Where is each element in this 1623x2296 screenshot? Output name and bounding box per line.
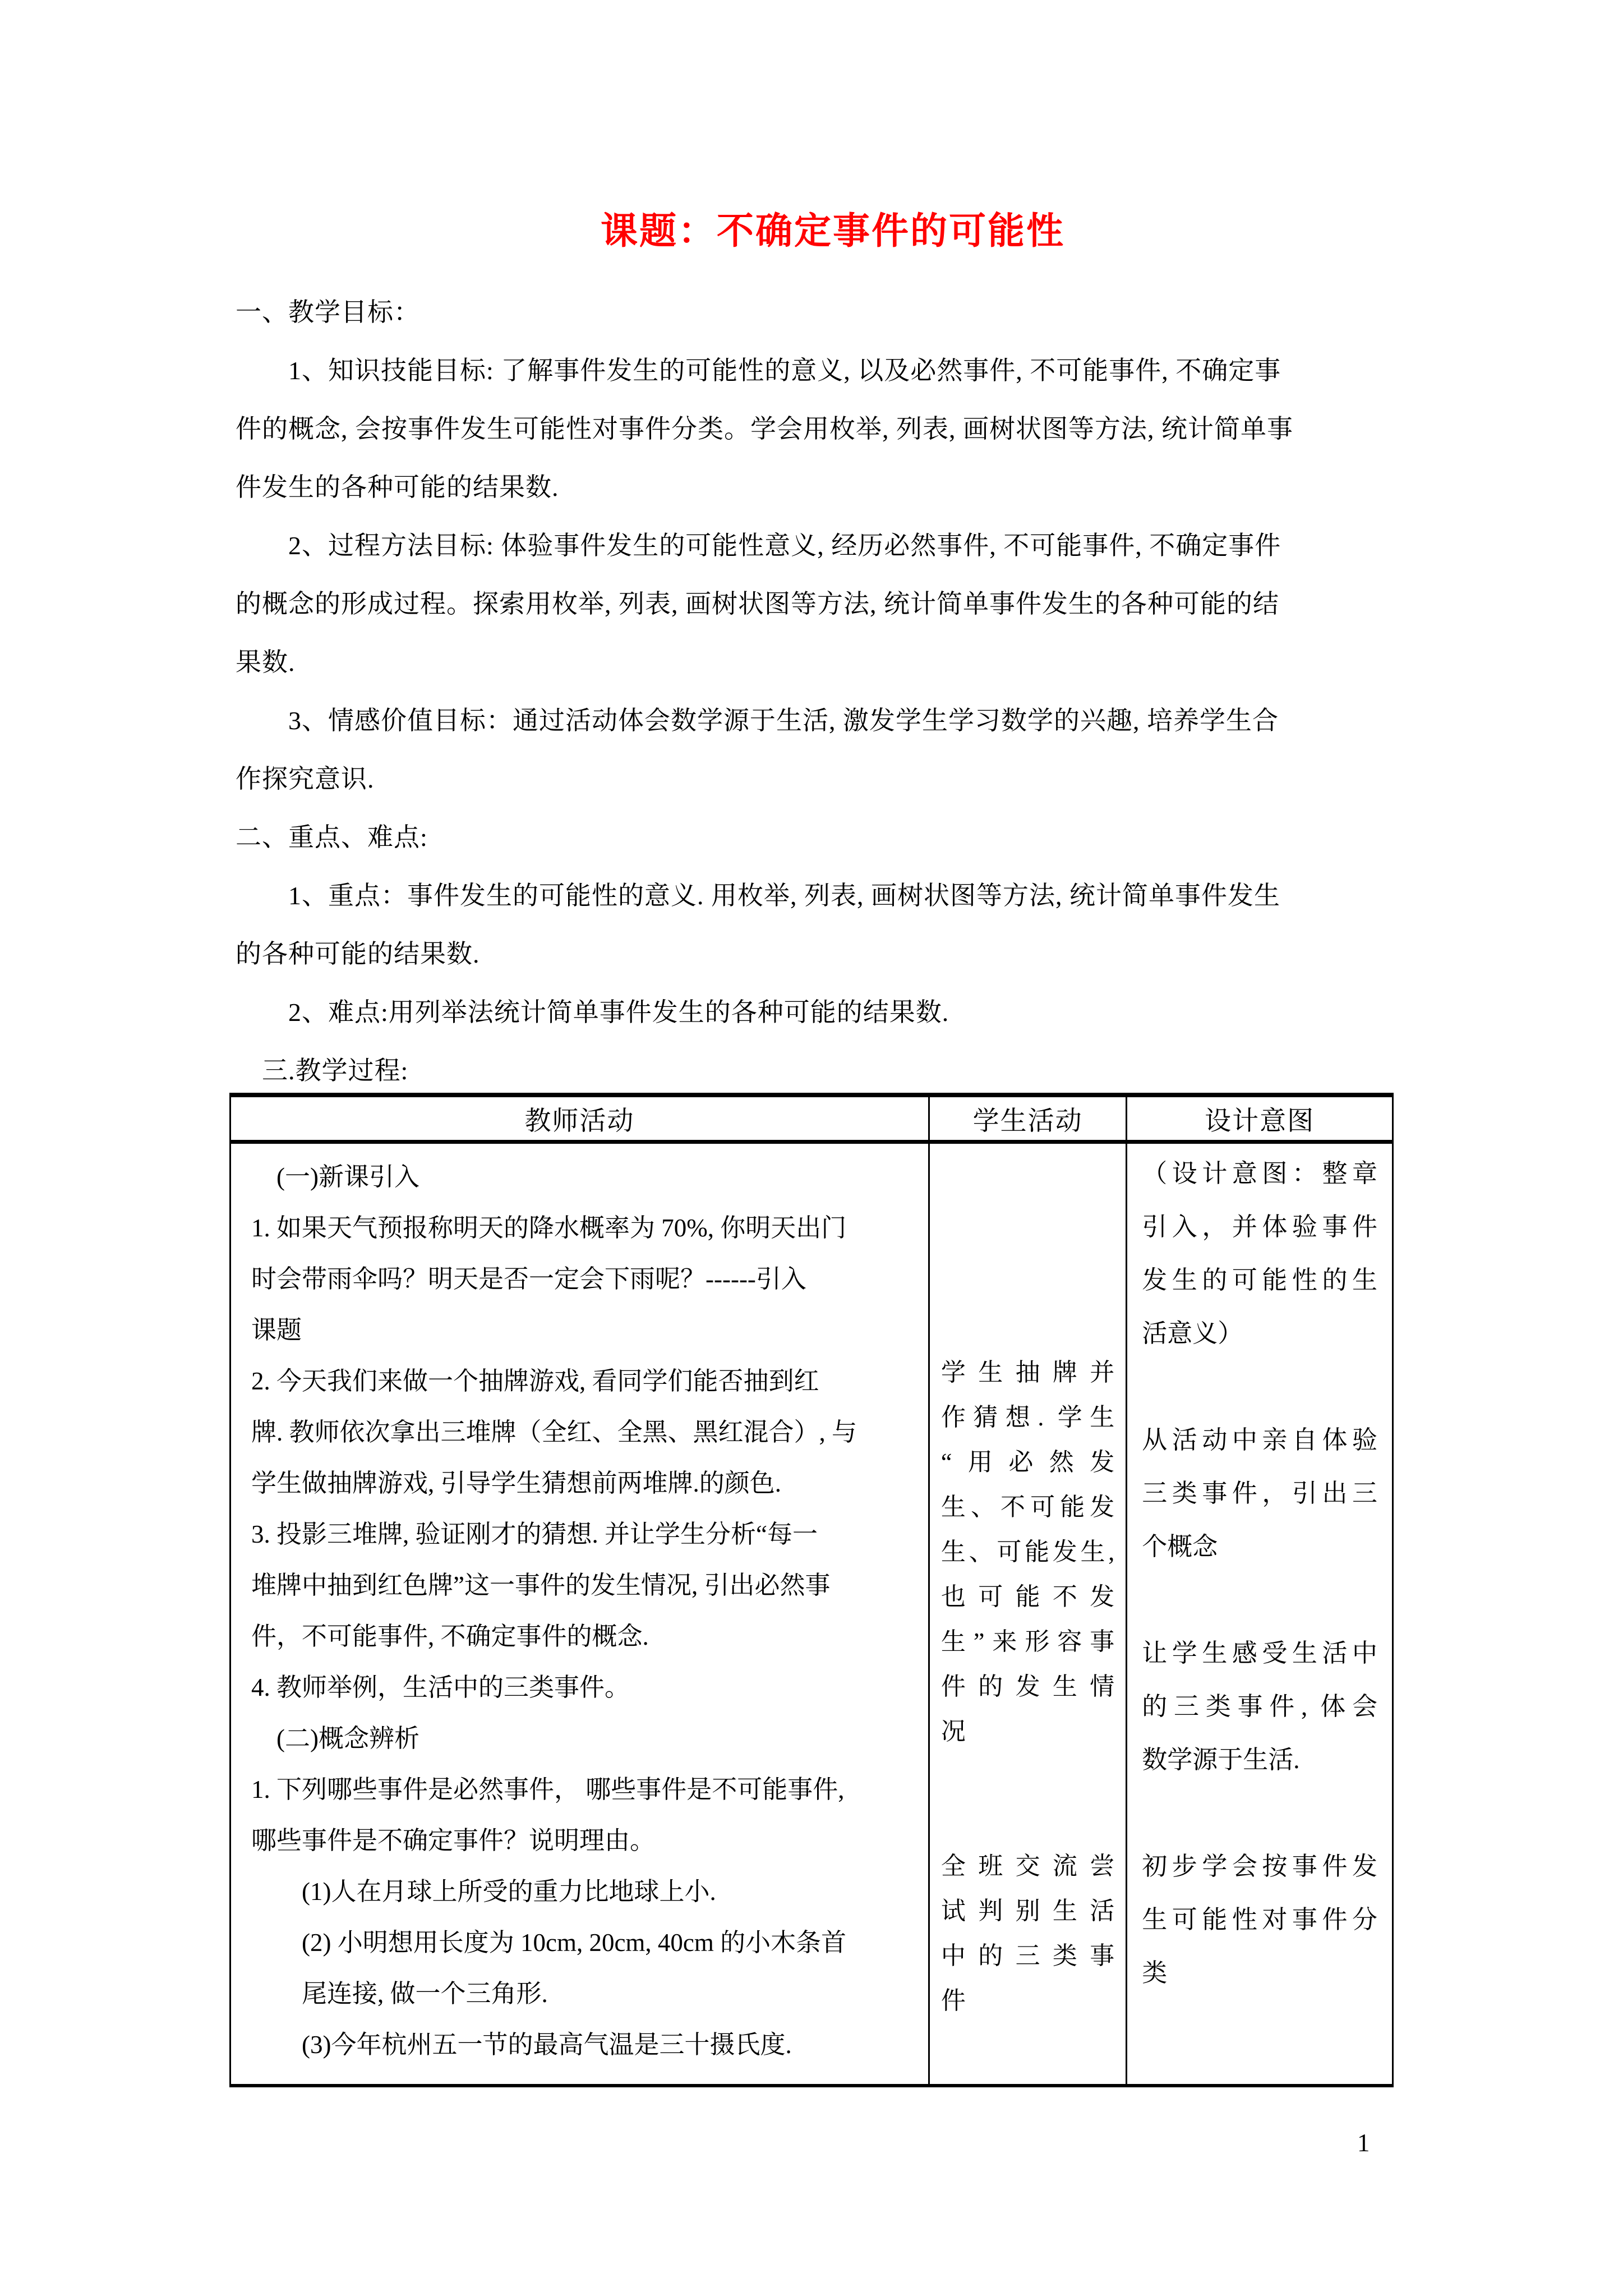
cell-student-activity (929, 1142, 1126, 2086)
text-line: (3)今年杭州五一节的最高气温是三十摄氏度. (251, 2031, 792, 2059)
table-header-row (230, 1095, 1393, 1142)
text-line: 件的概念, 会按事件发生可能性对事件分类。学会用枚举, 列表, 画树状图等方法, 统计简单事 (236, 415, 1293, 443)
text-line: 活意义） (1142, 1319, 1243, 1347)
text-line (941, 1799, 1114, 1844)
text-line: 二、重点、难点: (236, 823, 428, 852)
text-line: 中的三类事 (940, 1942, 1115, 1970)
text-line: (二)概念辨析 (251, 1724, 419, 1752)
text-line: 个概念 (1142, 1533, 1218, 1561)
text-line (941, 1754, 1114, 1799)
teaching-process-table (229, 1093, 1394, 2087)
text-line: 件，不可能事件, 不确定事件的概念. (251, 1622, 649, 1650)
text-line: 3、情感价值目标：通过活动体会数学源于生活, 激发学生学习数学的兴趣, 培养学生合 (236, 706, 1279, 735)
text-line: 哪些事件是不确定事件？说明理由。 (251, 1826, 656, 1855)
text-line: 生、不可能发 (940, 1493, 1115, 1521)
text-line: 件发生的各种可能的结果数. (236, 473, 559, 501)
text-line: 三.教学过程: (236, 1056, 409, 1085)
text-line: 2. 今天我们来做一个抽牌游戏, 看同学们能否抽到红 (251, 1367, 819, 1395)
text-line: 的三类事件, 体会 (1142, 1692, 1377, 1720)
text-line: 堆牌中抽到红色牌”这一事件的发生情况, 引出必然事 (251, 1571, 831, 1599)
text-line: 牌. 教师依次拿出三堆牌（全红、全黑、黑红混合）, 与 (251, 1418, 857, 1446)
text-line: 1. 下列哪些事件是必然事件， 哪些事件是不可能事件, (251, 1775, 845, 1803)
text-line: 让学生感受生活中 (1142, 1639, 1377, 1667)
text-line: 2、过程方法目标: 体验事件发生的可能性意义, 经历必然事件, 不可能事件, 不确定事件 (236, 531, 1281, 560)
text-line: 发生的可能性的生 (1142, 1266, 1377, 1294)
text-line: 初步学会按事件发 (1142, 1852, 1377, 1880)
text-line: (1)人在月球上所受的重力比地球上小. (251, 1878, 716, 1906)
text-line: 从活动中亲自体验 (1142, 1426, 1377, 1454)
text-line: (2) 小明想用长度为 10cm, 20cm, 40cm 的小木条首 (251, 1929, 847, 1957)
text-line: 生可能性对事件分 (1142, 1906, 1377, 1934)
text-line: 一、教学目标： (236, 298, 420, 326)
text-line: 生、可能发生, (940, 1538, 1115, 1566)
teacher-activity-text (231, 1144, 928, 2084)
cell-design-intent (1127, 1142, 1393, 2086)
text-line: 数学源于生活. (1142, 1746, 1300, 1774)
text-line (1142, 1573, 1377, 1627)
text-line: 的各种可能的结果数. (236, 940, 480, 968)
text-line: 作猜想. 学生 (940, 1404, 1115, 1431)
text-line: 尾连接, 做一个三角形. (251, 1980, 548, 2008)
text-line: 的概念的形成过程。探索用枚举, 列表, 画树状图等方法, 统计简单事件发生的各种可能的结 (236, 590, 1279, 618)
text-line: 学生抽牌并 (940, 1359, 1115, 1386)
text-line: （设计意图：整章 (1142, 1159, 1377, 1188)
text-line (1142, 1787, 1377, 1840)
text-line: 全班交流尝 (940, 1852, 1115, 1880)
text-line: 况 (940, 1718, 966, 1745)
text-line: 2、难点:用列举法统计简单事件发生的各种可能的结果数. (236, 998, 949, 1027)
text-line: 学生做抽牌游戏, 引导学生猜想前两堆牌.的颜色. (251, 1469, 782, 1497)
text-line: “用必然发 (940, 1448, 1115, 1476)
text-line: 生”来形容事 (940, 1628, 1115, 1655)
text-line: 课题 (251, 1316, 302, 1344)
text-line: 类 (1142, 1959, 1168, 1987)
text-line: 1. 如果天气预报称明天的降水概率为 70%, 你明天出门 (251, 1214, 847, 1242)
text-line: 引入，并体验事件 (1142, 1213, 1377, 1241)
text-line: 作探究意识. (236, 765, 375, 793)
text-line: 3. 投影三堆牌, 验证刚才的猜想. 并让学生分析“每一 (251, 1520, 818, 1548)
text-line: 果数. (236, 648, 296, 677)
text-line: (一)新课引入 (251, 1163, 419, 1191)
text-line: 4. 教师举例，生活中的三类事件。 (251, 1673, 630, 1701)
text-line: 件 (940, 1987, 966, 2014)
text-line: 1、知识技能目标: 了解事件发生的可能性的意义, 以及必然事件, 不可能事件, 不确定事 (236, 356, 1281, 385)
text-line: 三类事件，引出三 (1142, 1479, 1377, 1507)
page-number: 1 (1357, 2129, 1370, 2157)
text-line: 时会带雨伞吗？明天是否一定会下雨呢？------引入 (251, 1265, 806, 1293)
col-header-student-activity: 学生活动 (929, 1095, 1126, 1142)
text-line: 试判别生活 (940, 1897, 1115, 1925)
table-content-row (230, 1142, 1393, 2086)
design-intent-text (1127, 1144, 1392, 2013)
text-line: 也可能不发 (940, 1583, 1115, 1611)
col-header-teacher-activity: 教师活动 (230, 1095, 929, 1142)
document-title: 课题：不确定事件的可能性 (601, 211, 1065, 252)
text-line: 件的发生情 (940, 1673, 1115, 1700)
text-line: 1、重点：事件发生的可能性的意义. 用枚举, 列表, 画树状图等方法, 统计简单事件发生 (236, 881, 1280, 910)
text-line (1142, 1360, 1377, 1414)
body-text (236, 283, 1469, 1100)
student-activity-text (930, 1144, 1126, 2037)
col-header-design-intent: 设计意图 (1127, 1095, 1393, 1142)
cell-teacher-activity (230, 1142, 929, 2086)
